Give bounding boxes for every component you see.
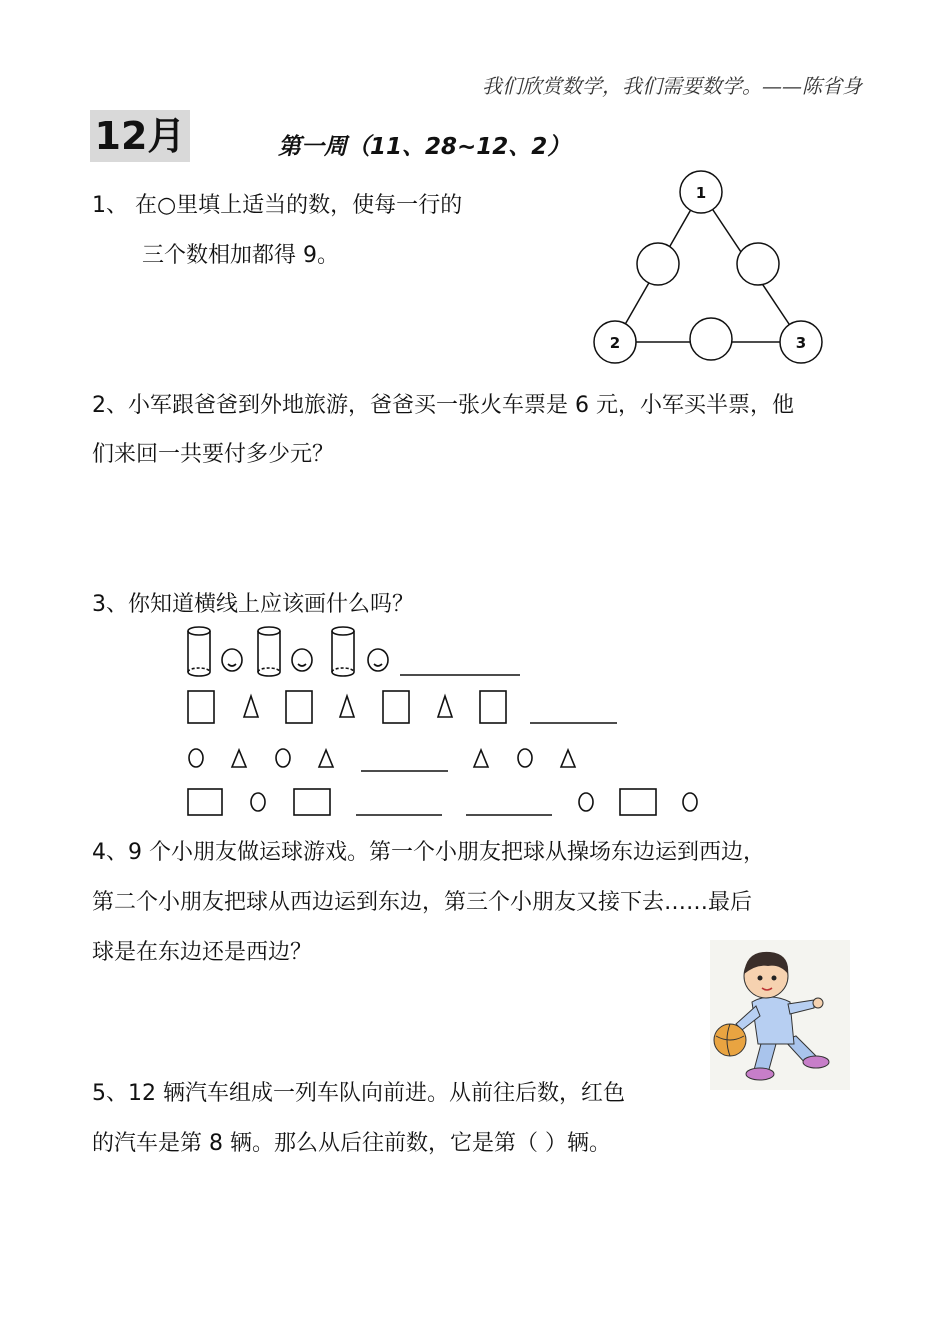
rectangle-shape [188,691,214,723]
row2-pattern [188,691,617,723]
triangle-shape [340,696,354,717]
q2-line2: 们来回一共要付多少元？ [92,442,335,467]
wide-rectangle-shape [294,789,330,815]
triangle-shape [244,696,258,717]
ball-shape [368,649,388,671]
wide-rectangle-shape [620,789,656,815]
row4-pattern [188,789,697,815]
circle-bottom-right-number: 3 [795,334,807,352]
cylinder-shape [258,627,280,676]
circle-shape [189,749,203,767]
q4-line1: 4、9 个小朋友做运球游戏。第一个小朋友把球从操场东边运到西边， [92,840,765,865]
ball-shape [292,649,312,671]
triangle-shape [232,750,246,767]
q4-line2: 第二个小朋友把球从西边运到东边，第三个小朋友又接下去……最后 [92,890,753,915]
circle-shape [251,793,265,811]
triangle-shape [438,696,452,717]
rectangle-shape [286,691,312,723]
cylinder-shape [332,627,354,676]
triangle-shape [319,750,333,767]
circle-bottom-left-number: 2 [609,334,621,352]
rectangle-shape [480,691,506,723]
q4-line3: 球是在东边还是西边？ [92,940,313,965]
q5-line2: 的汽车是第 8 辆。那么从后往前数，它是第（ ）辆。 [92,1131,611,1156]
number-triangle-diagram [585,165,835,370]
motto-quote: 我们欣赏数学，我们需要数学。——陈省身 [482,74,862,98]
circle-shape [276,749,290,767]
q5-line1: 5、12 辆汽车组成一列车队向前进。从前往后数，红色 [92,1081,625,1106]
cylinder-shape [188,627,210,676]
boy-dribbling-illustration [710,940,850,1090]
circle-top-number: 1 [695,184,707,202]
week-title: 第一周（11、28~12、2） [278,134,571,160]
triangle-shape [561,750,575,767]
pattern-rows [180,620,720,820]
ball-shape [222,649,242,671]
circle-right-middle [737,243,779,285]
circle-left-middle [637,243,679,285]
wide-rectangle-shape [188,789,222,815]
triangle-shape [474,750,488,767]
circle-shape [579,793,593,811]
circle-shape [518,749,532,767]
rectangle-shape [383,691,409,723]
circle-shape [683,793,697,811]
row1-pattern [188,627,520,676]
q3-line1: 3、你知道横线上应该画什么吗？ [92,592,414,617]
month-title: 12月 [90,110,190,162]
circle-bottom-middle [690,318,732,360]
q2-line1: 2、小军跟爸爸到外地旅游，爸爸买一张火车票是 6 元，小军买半票，他 [92,393,794,418]
q1-line2: 三个数相加都得 9。 [142,243,339,268]
row3-pattern [189,749,575,771]
q1-line1: 1、 在○里填上适当的数，使每一行的 [92,193,463,218]
